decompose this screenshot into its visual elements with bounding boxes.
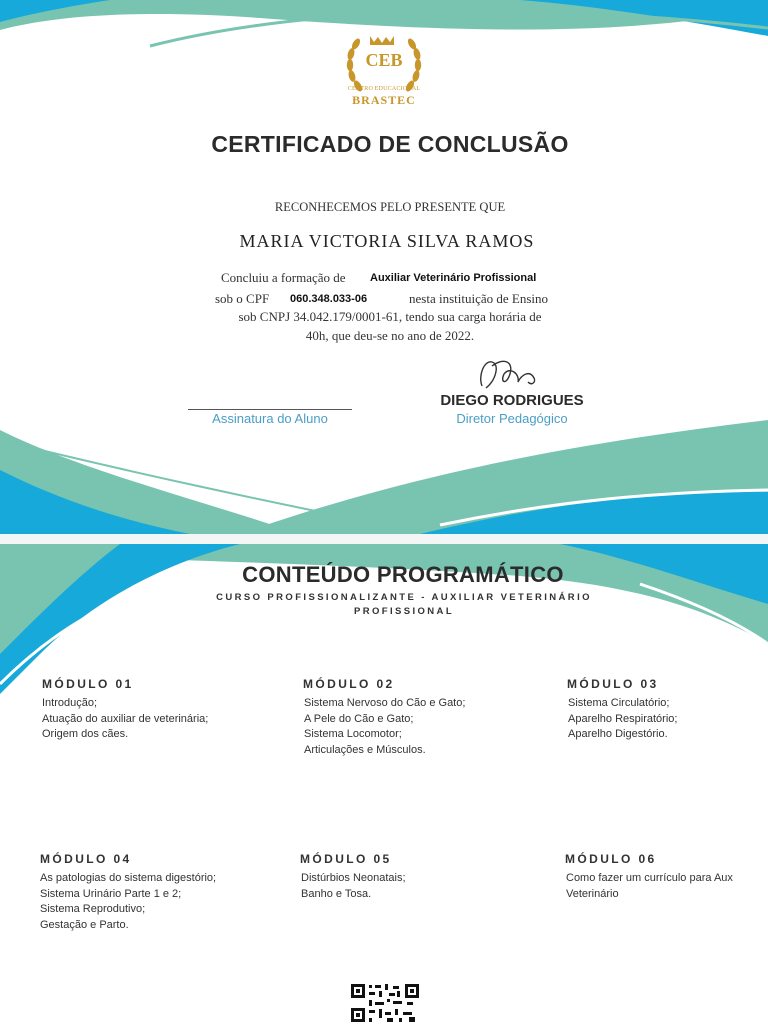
topic-item: Articulações e Músculos. xyxy=(304,743,426,756)
line2-suffix: nesta instituição de Ensino xyxy=(409,291,549,306)
topic-item: Aparelho Respiratório; xyxy=(568,712,678,725)
line1-prefix: Concluiu a formação de xyxy=(221,270,346,285)
director-role: Diretor Pedagógico xyxy=(456,411,568,426)
module-01-title: MÓDULO 01 xyxy=(42,677,134,691)
module-03-title: MÓDULO 03 xyxy=(567,677,659,691)
student-name: MARIA VICTORIA SILVA RAMOS xyxy=(239,231,535,251)
logo-initials: CEB xyxy=(365,50,403,70)
program-content-page xyxy=(0,544,768,1024)
student-signature-line xyxy=(188,409,352,410)
line3: sob CNPJ 34.042.179/0001-61, tendo sua carga horária de xyxy=(238,309,542,324)
director-name: DIEGO RODRIGUES xyxy=(440,392,584,409)
topic-item: Sistema Urinário Parte 1 e 2; xyxy=(40,887,182,900)
module-02-topics xyxy=(304,696,465,758)
cpf-number: 060.348.033-06 xyxy=(290,293,368,305)
module-03-topics xyxy=(568,696,677,743)
module-04-topics xyxy=(40,871,216,933)
topic-item: As patologias do sistema digestório; xyxy=(40,872,217,884)
topic-item: Introdução; xyxy=(42,697,98,709)
topic-item: Atuação do auxiliar de veterinária; xyxy=(42,712,209,725)
topic-item: Sistema Nervoso do Cão e Gato; xyxy=(304,697,466,709)
topic-item: Veterinário xyxy=(566,887,619,900)
topic-item: Sistema Circulatório; xyxy=(568,697,670,709)
topic-item: Sistema Locomotor; xyxy=(304,728,402,740)
module-05-title: MÓDULO 05 xyxy=(300,852,392,866)
module-06-title: MÓDULO 06 xyxy=(565,852,657,866)
program-subtitle: CURSO PROFISSIONALIZANTE - AUXILIAR VETERINÁRIO PROFISSIONAL xyxy=(216,592,592,617)
topic-item: Distúrbios Neonatais; xyxy=(301,872,406,884)
module-01-topics xyxy=(42,696,208,743)
recognize-text: RECONHECEMOS PELO PRESENTE QUE xyxy=(274,200,506,214)
logo-brand: BRASTEC xyxy=(352,93,416,107)
topic-item: A Pele do Cão e Gato; xyxy=(304,712,414,725)
certificate-title: CERTIFICADO DE CONCLUSÃO xyxy=(211,131,569,157)
topic-item: Origem dos cães. xyxy=(42,728,129,740)
topic-item: Como fazer um currículo para Aux xyxy=(566,872,733,884)
module-02-title: MÓDULO 02 xyxy=(303,677,395,691)
logo-subtitle: CENTRO EDUCACIONAL xyxy=(347,86,421,92)
line2-prefix: sob o CPF xyxy=(215,291,270,306)
director-signature-icon xyxy=(470,352,560,396)
topic-item: Gestação e Parto. xyxy=(40,918,129,931)
topic-item: Sistema Reprodutivo; xyxy=(40,903,146,915)
qr-code-icon xyxy=(349,982,421,1024)
module-05-topics xyxy=(301,871,406,902)
module-04-title: MÓDULO 04 xyxy=(40,852,132,866)
course-name: Auxiliar Veterinário Profissional xyxy=(370,272,537,284)
topic-item: Banho e Tosa. xyxy=(301,887,372,900)
topic-item: Aparelho Digestório. xyxy=(568,728,668,740)
module-06-topics xyxy=(566,871,733,902)
program-title: CONTEÚDO PROGRAMÁTICO xyxy=(242,562,564,587)
student-signature-label: Assinatura do Aluno xyxy=(212,411,328,426)
line4: 40h, que deu-se no ano de 2022. xyxy=(305,328,475,343)
